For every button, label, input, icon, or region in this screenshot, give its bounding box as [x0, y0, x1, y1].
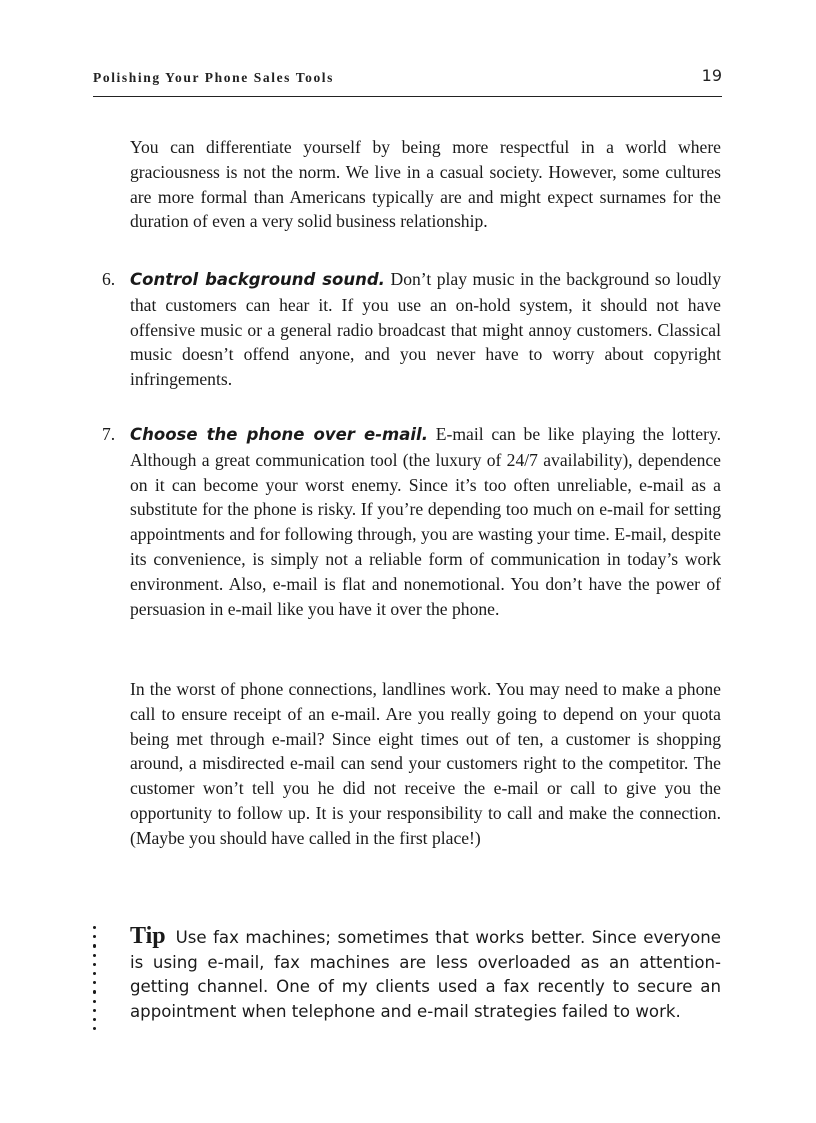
page-header [93, 66, 722, 97]
list-item-text: Don’t play music in the background so loudly that customers can hear it. If you use an on-hold system, it should not have offensive music or a general radio broadcast that might annoy customers. Classical music doesn’t offend anyone, and you never have to worry about copyright infringements. [130, 269, 721, 390]
tip-label: Tip [130, 923, 166, 949]
list-item-number: 7. [102, 424, 116, 444]
list-item-number: 6. [102, 269, 116, 289]
list-item-lead: Control background sound. [130, 270, 385, 289]
list-item [102, 422, 721, 621]
intro-paragraph: You can differentiate yourself by being more respectful in a world where graciousness is not the norm. We live in a casual society. However, some cultures are more formal than Americans typically are and might expect surnames for the duration of even a very solid business relationship. [130, 137, 721, 232]
list-item-text: E-mail can be like playing the lottery. Although a great communication tool (the luxury of 24/7 availability), dependence on it can become your worst enemy. Since it’s too often unreliable, e-mail as a substitute for the phone is risky. If you’re depending too much on e-mail for setting appointments and for following through, you are wasting your time. E-mail, despite its convenience, is simply not a reliable form of communication in today’s work environment. Also, e-mail is flat and nonemotional. You don’t have the power of persuasion in e-mail like you have it over the phone. [130, 424, 721, 619]
list-item [102, 267, 721, 392]
tip-text: Use fax machines; sometimes that works better. Since everyone is using e-mail, fax machines are less overloaded as an attention-getting channel. One of my clients used a fax recently to secure an appointment when telephone and e-mail strategies failed to work. [130, 928, 721, 1021]
tip-text-block [130, 924, 721, 1024]
tip-dotted-rule [93, 926, 101, 1030]
page-number: 19 [701, 66, 722, 85]
running-head: Polishing Your Phone Sales Tools [93, 70, 335, 85]
list-item-lead: Choose the phone over e-mail. [130, 425, 428, 444]
numbered-list-item-6 [102, 267, 721, 398]
numbered-list-item-7 [102, 422, 721, 627]
landlines-paragraph: In the worst of phone connections, landlines work. You may need to make a phone call to ensure receipt of an e-mail. Are you really going to depend on your quota being met through e-mail? Since eight times out of ten, a customer is shopping around, a misdirected e-mail can send your customers right to the competitor. The customer won’t tell you he did not receive the e-mail or call to give you the opportunity to follow up. It is your responsibility to call and make the connection. (Maybe you should have called in the first place!) [130, 679, 721, 848]
